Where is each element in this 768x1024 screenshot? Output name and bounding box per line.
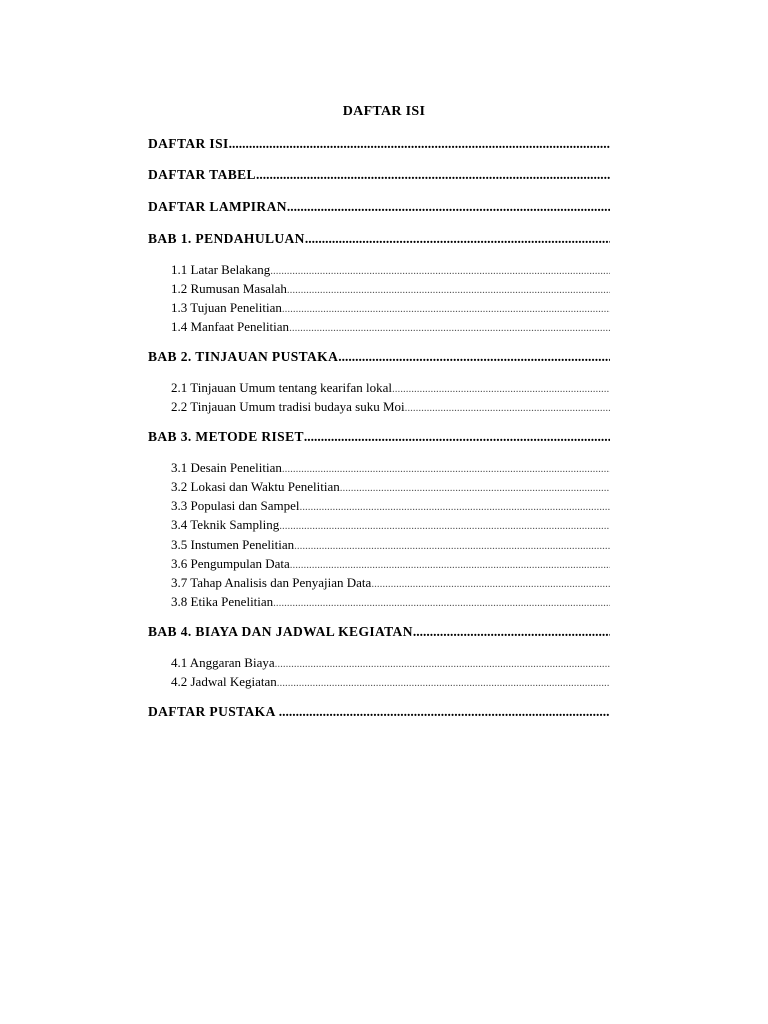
toc-entry-3-3 [171,497,610,516]
page-title: DAFTAR ISI [342,104,426,119]
dot-leader [275,656,610,673]
toc-entry-label: 1.4 Manfaat Penelitian [171,319,290,334]
toc-entry-3-5 [171,536,610,555]
dot-leader [229,135,610,153]
toc-entry-2-2 [171,398,610,417]
toc-entry-label: 3.6 Pengumpulan Data [171,556,290,571]
dot-leader [270,263,610,280]
toc-entry-3-1 [171,459,610,478]
toc-entry-label: 2.2 Tinjauan Umum tradisi budaya suku Moi [171,399,405,414]
toc-entry-label: 3.7 Tahap Analisis dan Penyajian Data [171,575,372,590]
dot-leader [287,198,610,216]
dot-leader [287,282,610,299]
dot-leader [279,518,610,535]
toc-entry-label: BAB 1. PENDAHULUAN [148,231,305,246]
toc-entry-label: BAB 3. METODE RISET [148,429,304,444]
toc-entry-bab-1 [148,230,610,248]
toc-entry-3-2 [171,478,610,497]
toc-entry-label: DAFTAR ISI [148,136,229,151]
dot-leader [256,166,610,184]
toc-entry-2-1 [171,379,610,398]
toc-entry-3-6 [171,555,610,574]
toc-entry-label: BAB 4. BIAYA DAN JADWAL KEGIATAN [148,624,413,639]
dot-leader [282,461,610,478]
toc-entry-1-1 [171,261,610,280]
dot-leader [290,557,610,574]
toc-entry-label: 1.2 Rumusan Masalah [171,281,287,296]
toc-entry-label: DAFTAR TABEL [148,167,256,182]
toc-entry-1-3 [171,299,610,318]
dot-leader [294,538,610,555]
dot-leader [289,320,610,337]
toc-entry-daftar-isi [148,135,610,153]
dot-leader [304,428,610,446]
toc-entry-3-4 [171,516,610,535]
dot-leader [279,703,610,721]
dot-leader [300,499,610,516]
toc-entry-daftar-pustaka [148,703,610,721]
dot-leader [273,595,610,612]
toc-entry-4-2 [171,673,610,692]
toc-entry-label: 1.1 Latar Belakang [171,262,271,277]
toc-entry-label: 3.5 Instumen Penelitian [171,537,295,552]
toc-entry-1-2 [171,280,610,299]
toc-entry-label: 3.1 Desain Penelitian [171,460,282,475]
toc-entry-label: 3.2 Lokasi dan Waktu Penelitian [171,479,340,494]
toc-entry-label: 3.4 Teknik Sampling [171,517,280,532]
dot-leader [413,623,610,641]
dot-leader [277,675,610,692]
dot-leader [392,381,610,398]
toc-entry-label: 3.8 Etika Penelitian [171,594,274,609]
toc-entry-label: 2.1 Tinjauan Umum tentang kearifan lokal [171,380,392,395]
toc-entry-bab-3 [148,428,610,446]
toc-entry-bab-4 [148,623,610,641]
toc-entry-label: DAFTAR LAMPIRAN [148,199,287,214]
toc-entry-3-8 [171,593,610,612]
toc-entry-3-7 [171,574,610,593]
dot-leader [305,230,610,248]
dot-leader [338,348,610,366]
dot-leader [282,301,610,318]
toc-entry-label: 4.1 Anggaran Biaya [171,655,275,670]
toc-entry-label: 4.2 Jadwal Kegiatan [171,674,277,689]
toc-entry-label: DAFTAR PUSTAKA [148,704,279,719]
toc-entry-1-4 [171,318,610,337]
dot-leader [371,576,610,593]
toc-entry-daftar-lampiran [148,198,610,216]
toc-entry-label: 3.3 Populasi dan Sampel [171,498,300,513]
toc-entry-4-1 [171,654,610,673]
dot-leader [340,480,610,497]
toc-entry-bab-2 [148,348,610,366]
toc-entry-label: BAB 2. TINJAUAN PUSTAKA [148,349,339,364]
dot-leader [405,400,610,417]
toc-entry-daftar-tabel [148,166,610,184]
toc-entry-label: 1.3 Tujuan Penelitian [171,300,282,315]
